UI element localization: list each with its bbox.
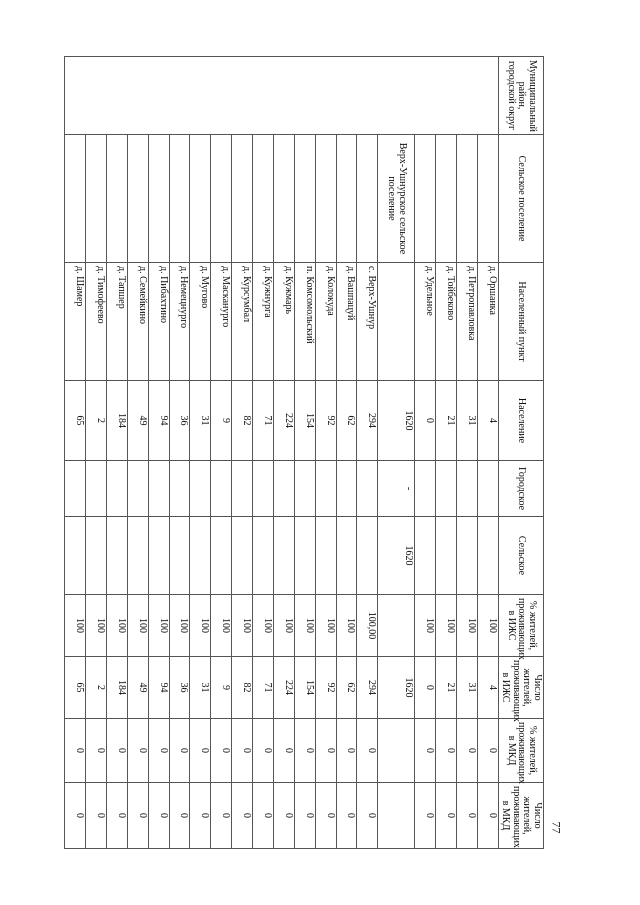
population-cell: 49 xyxy=(127,381,148,461)
settlement-cell xyxy=(86,135,107,263)
table-row xyxy=(415,57,436,849)
population-cell: 62 xyxy=(336,381,357,461)
locality-cell: д. Оршанка xyxy=(478,263,499,381)
population-cell: 224 xyxy=(274,381,295,461)
table-row xyxy=(148,57,169,849)
pct-izhs-cell: 100 xyxy=(274,595,295,657)
urban-cell xyxy=(169,461,190,517)
num-mkd-cell: 0 xyxy=(232,783,253,849)
table-row xyxy=(65,57,86,849)
population-cell: 92 xyxy=(315,381,336,461)
urban-cell xyxy=(315,461,336,517)
pct-mkd-cell: 0 xyxy=(315,719,336,783)
population-cell: 0 xyxy=(415,381,436,461)
num-izhs-cell: 31 xyxy=(457,657,478,719)
settlement-cell xyxy=(315,135,336,263)
header-pct-mkd: % жителей, проживающих в МКД xyxy=(499,719,544,783)
settlement-cell: Верх-Ушнурское сельское поселение xyxy=(378,135,415,263)
header-pct-izhs: % жителей, проживающих в ИЖС xyxy=(499,595,544,657)
table-body xyxy=(65,57,499,849)
locality-cell: д. Петропавловка xyxy=(457,263,478,381)
pct-mkd-cell: 0 xyxy=(86,719,107,783)
population-cell: 82 xyxy=(232,381,253,461)
pct-izhs-cell: 100 xyxy=(457,595,478,657)
locality-cell: д. Кужнурга xyxy=(253,263,274,381)
rural-cell xyxy=(436,517,457,595)
locality-cell: д. Тапшер xyxy=(107,263,128,381)
locality-cell: д. Тимофеево xyxy=(86,263,107,381)
num-mkd-cell: 0 xyxy=(190,783,211,849)
pct-mkd-cell: 0 xyxy=(148,719,169,783)
table-row xyxy=(253,57,274,849)
settlement-cell xyxy=(107,135,128,263)
rural-cell xyxy=(65,517,86,595)
settlement-cell xyxy=(336,135,357,263)
rural-cell xyxy=(232,517,253,595)
pct-izhs-cell: 100 xyxy=(294,595,315,657)
pct-mkd-cell: 0 xyxy=(169,719,190,783)
pct-mkd-cell: 0 xyxy=(294,719,315,783)
num-mkd-cell: 0 xyxy=(415,783,436,849)
pct-mkd-cell: 0 xyxy=(457,719,478,783)
pct-izhs-cell: 100 xyxy=(127,595,148,657)
locality-cell xyxy=(378,263,415,381)
table-row xyxy=(457,57,478,849)
locality-cell: д. Мугово xyxy=(190,263,211,381)
header-district: Муниципальный район, городской округ xyxy=(499,57,544,135)
num-mkd-cell: 0 xyxy=(148,783,169,849)
rural-cell xyxy=(169,517,190,595)
header-num-izhs: Число жителей, проживающих в ИЖС xyxy=(499,657,544,719)
pct-izhs-cell: 100 xyxy=(232,595,253,657)
pct-izhs-cell: 100 xyxy=(315,595,336,657)
pct-izhs-cell: 100 xyxy=(190,595,211,657)
header-population: Население xyxy=(499,381,544,461)
pct-izhs-cell: 100 xyxy=(107,595,128,657)
district-cell xyxy=(65,57,499,135)
population-cell: 31 xyxy=(457,381,478,461)
locality-cell: д. Пибахтино xyxy=(148,263,169,381)
header-num-mkd: Число жителей, проживающих в МКД xyxy=(499,783,544,849)
urban-cell xyxy=(65,461,86,517)
settlement-cell xyxy=(415,135,436,263)
settlement-cell xyxy=(357,135,378,263)
locality-cell: д. Курсумбал xyxy=(232,263,253,381)
num-mkd-cell: 0 xyxy=(457,783,478,849)
table-rotated-wrapper xyxy=(64,56,544,848)
settlement-cell xyxy=(253,135,274,263)
num-izhs-cell: 154 xyxy=(294,657,315,719)
population-cell: 2 xyxy=(86,381,107,461)
header-locality: Населенный пункт xyxy=(499,263,544,381)
pct-mkd-cell: 0 xyxy=(436,719,457,783)
population-cell: 1620 xyxy=(378,381,415,461)
num-mkd-cell: 0 xyxy=(357,783,378,849)
header-urban: Городское xyxy=(499,461,544,517)
population-cell: 94 xyxy=(148,381,169,461)
num-izhs-cell: 31 xyxy=(190,657,211,719)
num-izhs-cell: 294 xyxy=(357,657,378,719)
urban-cell xyxy=(211,461,232,517)
rural-cell xyxy=(315,517,336,595)
table-row xyxy=(378,57,415,849)
num-mkd-cell: 0 xyxy=(169,783,190,849)
rural-cell xyxy=(294,517,315,595)
pct-izhs-cell: 100 xyxy=(436,595,457,657)
pct-mkd-cell: 0 xyxy=(232,719,253,783)
table-row xyxy=(294,57,315,849)
table-row xyxy=(107,57,128,849)
urban-cell xyxy=(415,461,436,517)
num-izhs-cell: 21 xyxy=(436,657,457,719)
locality-cell: д. Немецнурго xyxy=(169,263,190,381)
rural-cell xyxy=(127,517,148,595)
pct-mkd-cell: 0 xyxy=(415,719,436,783)
locality-cell: д. Семейкино xyxy=(127,263,148,381)
population-cell: 21 xyxy=(436,381,457,461)
num-mkd-cell: 0 xyxy=(478,783,499,849)
population-cell: 31 xyxy=(190,381,211,461)
locality-cell: д. Колокуда xyxy=(315,263,336,381)
num-mkd-cell xyxy=(378,783,415,849)
table-row xyxy=(190,57,211,849)
locality-cell: д. Вашпацуй xyxy=(336,263,357,381)
settlement-cell xyxy=(148,135,169,263)
num-izhs-cell: 62 xyxy=(336,657,357,719)
rural-cell xyxy=(107,517,128,595)
settlement-cell xyxy=(478,135,499,263)
population-cell: 65 xyxy=(65,381,86,461)
rural-cell xyxy=(357,517,378,595)
settlement-cell xyxy=(436,135,457,263)
table-row xyxy=(274,57,295,849)
locality-cell: д. Шамер xyxy=(65,263,86,381)
pct-izhs-cell: 100 xyxy=(211,595,232,657)
locality-cell: д. Тойбеково xyxy=(436,263,457,381)
urban-cell xyxy=(478,461,499,517)
locality-cell: д. Удельное xyxy=(415,263,436,381)
locality-cell: с. Верх-Ушнур xyxy=(357,263,378,381)
num-mkd-cell: 0 xyxy=(211,783,232,849)
table-row xyxy=(336,57,357,849)
table-row xyxy=(86,57,107,849)
population-cell: 184 xyxy=(107,381,128,461)
population-cell: 71 xyxy=(253,381,274,461)
rural-cell xyxy=(253,517,274,595)
num-izhs-cell: 184 xyxy=(107,657,128,719)
pct-mkd-cell: 0 xyxy=(357,719,378,783)
pct-izhs-cell: 100 xyxy=(336,595,357,657)
pct-mkd-cell: 0 xyxy=(107,719,128,783)
pct-mkd-cell: 0 xyxy=(65,719,86,783)
pct-izhs-cell: 100 xyxy=(253,595,274,657)
urban-cell xyxy=(148,461,169,517)
settlement-cell xyxy=(294,135,315,263)
urban-cell xyxy=(457,461,478,517)
urban-cell xyxy=(253,461,274,517)
header-rural: Сельское xyxy=(499,517,544,595)
header-settlement: Сельское поселение xyxy=(499,135,544,263)
pct-mkd-cell: 0 xyxy=(478,719,499,783)
num-izhs-cell: 82 xyxy=(232,657,253,719)
num-mkd-cell: 0 xyxy=(65,783,86,849)
page-number: 77 xyxy=(549,821,564,834)
locality-cell: п. Комсомольский xyxy=(294,263,315,381)
table-row xyxy=(436,57,457,849)
table-row xyxy=(169,57,190,849)
settlement-cell xyxy=(274,135,295,263)
pct-mkd-cell xyxy=(378,719,415,783)
num-izhs-cell: 224 xyxy=(274,657,295,719)
population-cell: 36 xyxy=(169,381,190,461)
rural-cell xyxy=(274,517,295,595)
locality-cell: д. Кужмарь xyxy=(274,263,295,381)
table-row xyxy=(127,57,148,849)
num-mkd-cell: 0 xyxy=(336,783,357,849)
num-izhs-cell: 2 xyxy=(86,657,107,719)
num-mkd-cell: 0 xyxy=(107,783,128,849)
num-izhs-cell: 9 xyxy=(211,657,232,719)
rural-cell xyxy=(148,517,169,595)
rural-cell xyxy=(478,517,499,595)
population-cell: 9 xyxy=(211,381,232,461)
urban-cell xyxy=(294,461,315,517)
pct-izhs-cell: 100 xyxy=(86,595,107,657)
num-mkd-cell: 0 xyxy=(436,783,457,849)
num-mkd-cell: 0 xyxy=(127,783,148,849)
num-izhs-cell: 1620 xyxy=(378,657,415,719)
urban-cell xyxy=(232,461,253,517)
urban-cell xyxy=(86,461,107,517)
pct-izhs-cell xyxy=(378,595,415,657)
urban-cell xyxy=(127,461,148,517)
num-mkd-cell: 0 xyxy=(86,783,107,849)
urban-cell xyxy=(274,461,295,517)
pct-izhs-cell: 100 xyxy=(415,595,436,657)
num-mkd-cell: 0 xyxy=(274,783,295,849)
rural-cell xyxy=(457,517,478,595)
settlement-cell xyxy=(169,135,190,263)
pct-mkd-cell: 0 xyxy=(211,719,232,783)
num-izhs-cell: 92 xyxy=(315,657,336,719)
population-cell: 294 xyxy=(357,381,378,461)
rural-cell xyxy=(86,517,107,595)
num-izhs-cell: 4 xyxy=(478,657,499,719)
num-izhs-cell: 0 xyxy=(415,657,436,719)
pct-izhs-cell: 100,00 xyxy=(357,595,378,657)
urban-cell xyxy=(190,461,211,517)
pct-izhs-cell: 100 xyxy=(148,595,169,657)
pct-mkd-cell: 0 xyxy=(336,719,357,783)
pct-izhs-cell: 100 xyxy=(65,595,86,657)
settlement-cell xyxy=(232,135,253,263)
table-row xyxy=(315,57,336,849)
rural-cell: 1620 xyxy=(378,517,415,595)
settlement-cell xyxy=(65,135,86,263)
num-mkd-cell: 0 xyxy=(294,783,315,849)
settlement-cell xyxy=(457,135,478,263)
table-row xyxy=(478,57,499,849)
population-cell: 154 xyxy=(294,381,315,461)
settlement-cell xyxy=(211,135,232,263)
num-mkd-cell: 0 xyxy=(253,783,274,849)
rural-cell xyxy=(211,517,232,595)
pct-izhs-cell: 100 xyxy=(169,595,190,657)
num-izhs-cell: 71 xyxy=(253,657,274,719)
locality-cell: д. Масканурго xyxy=(211,263,232,381)
table-row xyxy=(211,57,232,849)
pct-mkd-cell: 0 xyxy=(190,719,211,783)
num-izhs-cell: 94 xyxy=(148,657,169,719)
rural-cell xyxy=(190,517,211,595)
population-cell: 4 xyxy=(478,381,499,461)
table-row xyxy=(232,57,253,849)
urban-cell xyxy=(336,461,357,517)
settlement-cell xyxy=(190,135,211,263)
pct-mkd-cell: 0 xyxy=(127,719,148,783)
pct-mkd-cell: 0 xyxy=(274,719,295,783)
rural-cell xyxy=(415,517,436,595)
population-table xyxy=(64,56,544,849)
settlement-cell xyxy=(127,135,148,263)
header-row xyxy=(499,57,544,849)
num-mkd-cell: 0 xyxy=(315,783,336,849)
urban-cell xyxy=(436,461,457,517)
urban-cell: - xyxy=(378,461,415,517)
num-izhs-cell: 36 xyxy=(169,657,190,719)
rural-cell xyxy=(336,517,357,595)
urban-cell xyxy=(107,461,128,517)
num-izhs-cell: 49 xyxy=(127,657,148,719)
pct-izhs-cell: 100 xyxy=(478,595,499,657)
urban-cell xyxy=(357,461,378,517)
table-row xyxy=(357,57,378,849)
num-izhs-cell: 65 xyxy=(65,657,86,719)
pct-mkd-cell: 0 xyxy=(253,719,274,783)
